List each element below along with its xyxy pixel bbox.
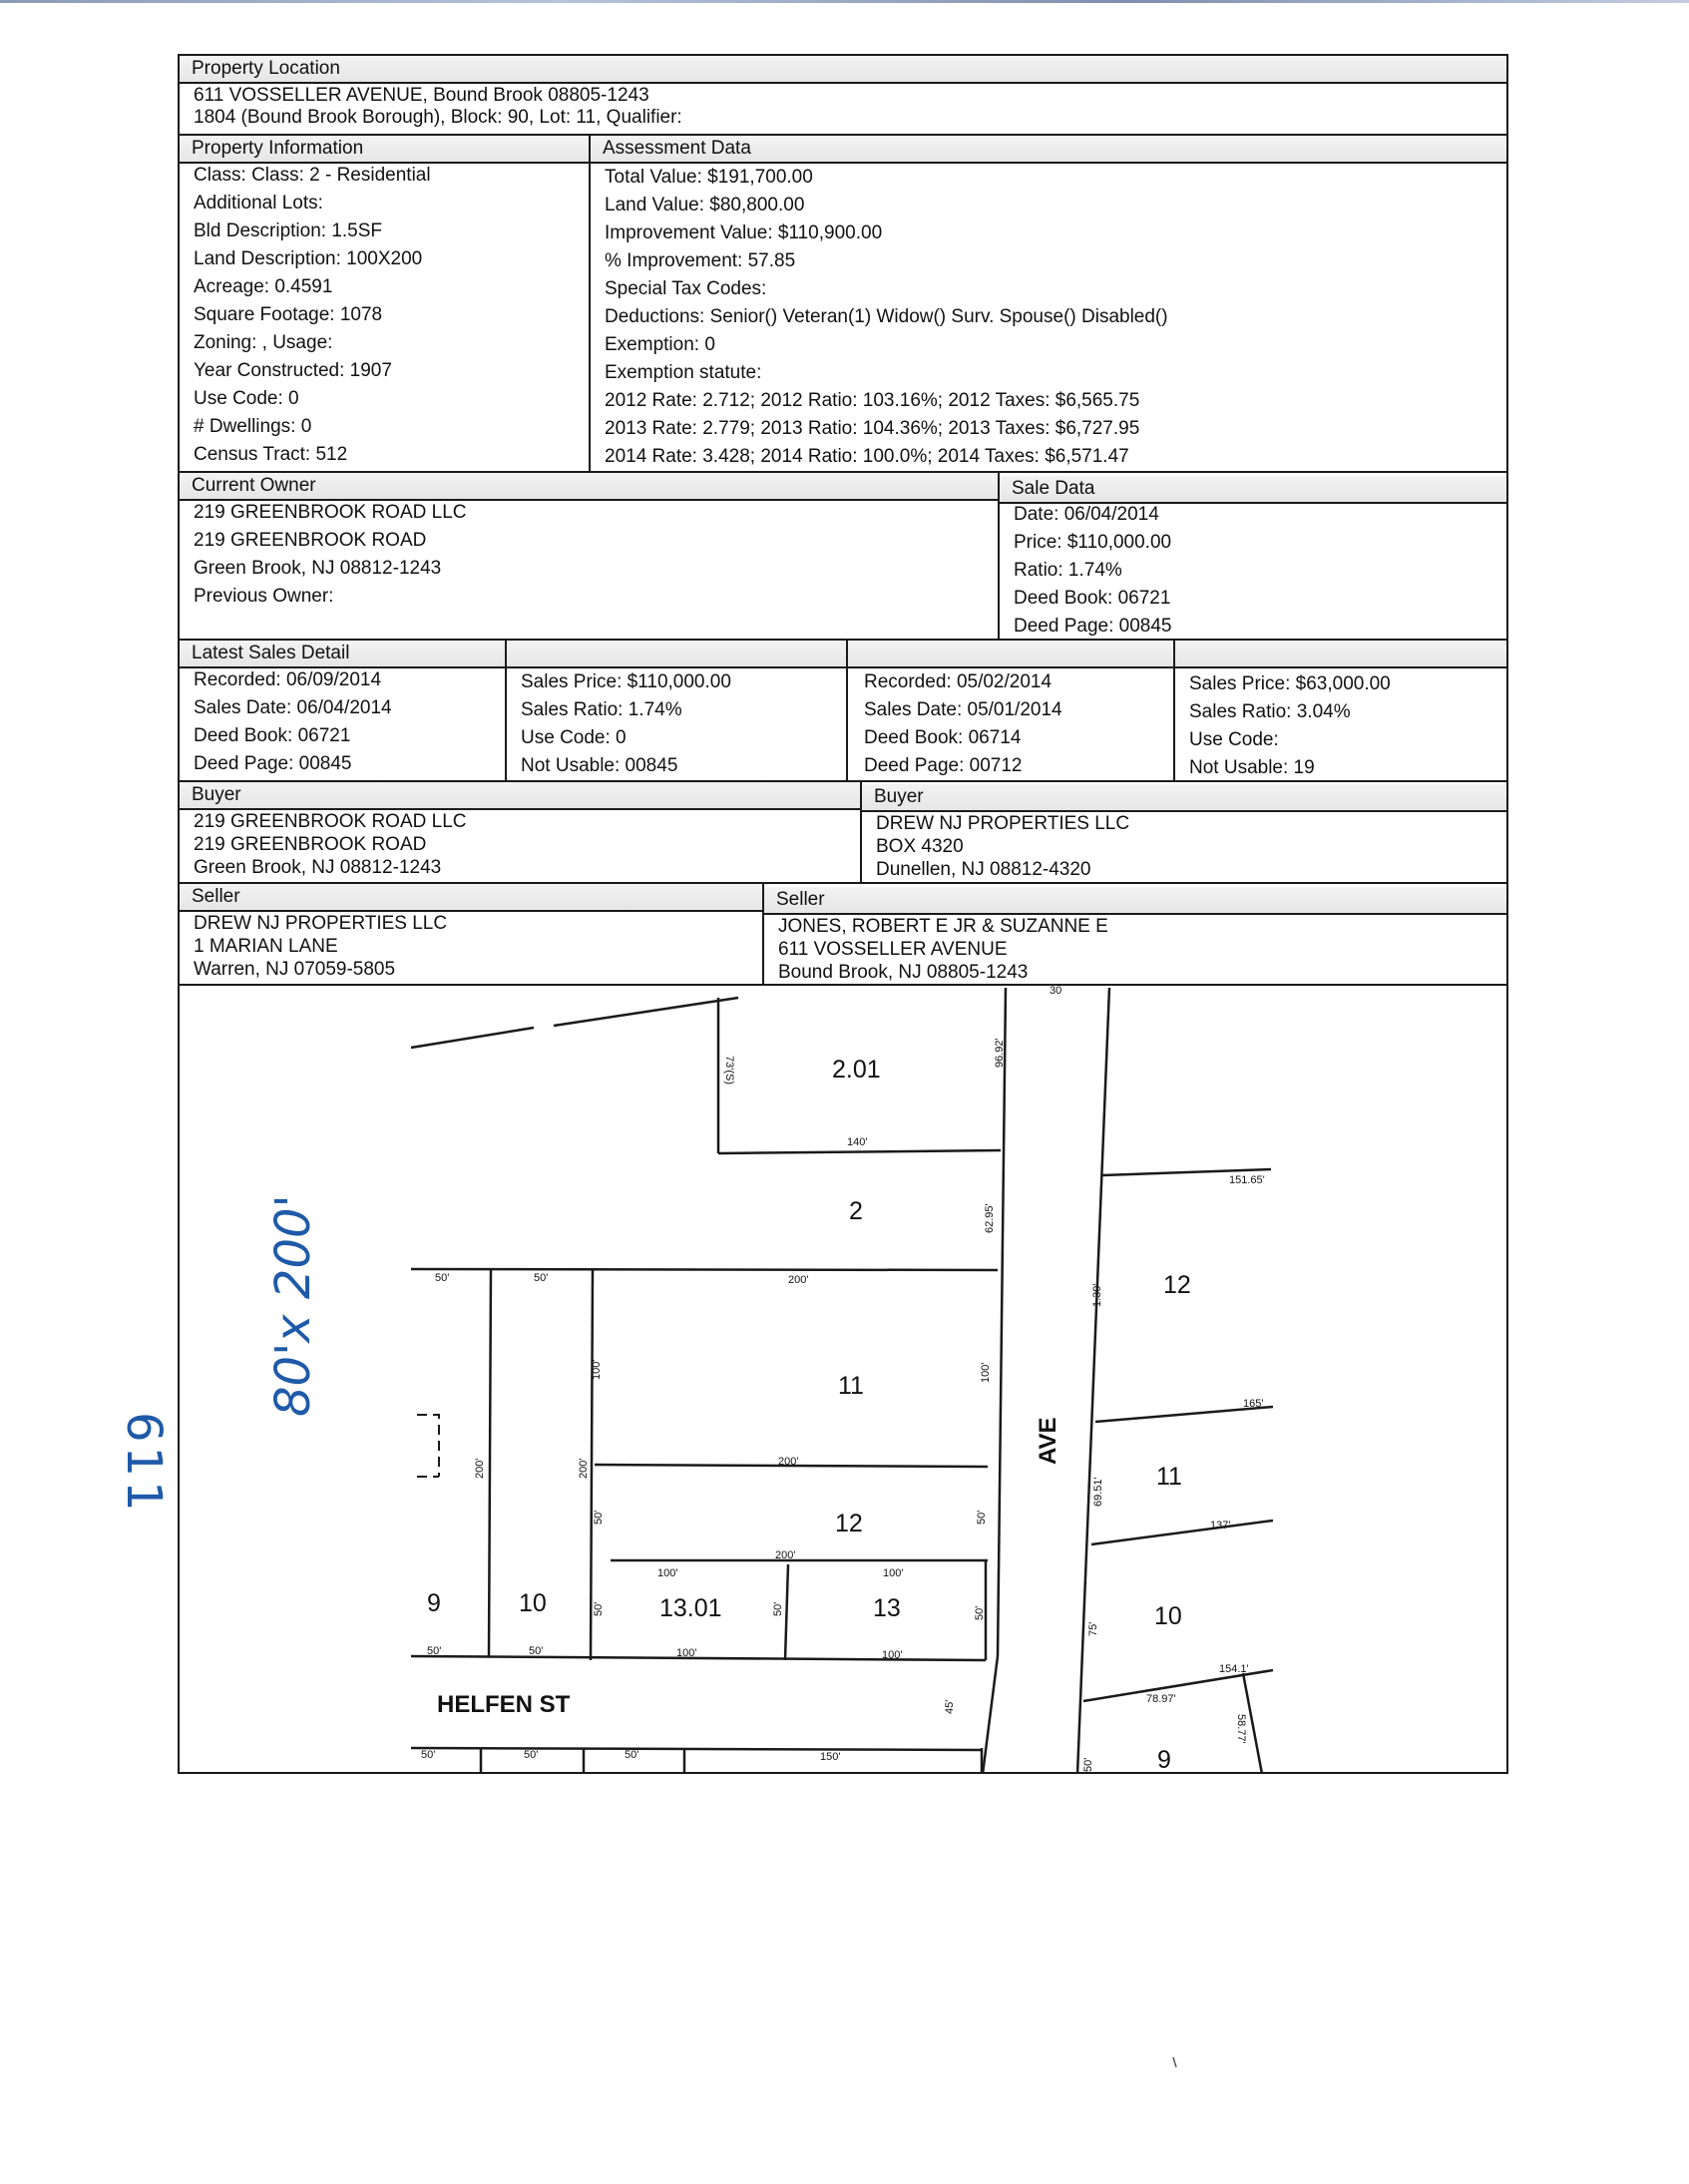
dimension-label: 100' — [591, 1359, 603, 1380]
sale-data-line: Ratio: 1.74% — [1014, 560, 1122, 581]
sale2-price: Sales Price: $63,000.00 — [1189, 673, 1391, 694]
lot-number: 12 — [835, 1510, 863, 1537]
map-line — [554, 998, 738, 1026]
sale-data-line: Date: 06/04/2014 — [1014, 504, 1159, 525]
sale-data-line: Price: $110,000.00 — [1014, 532, 1172, 553]
previous-owner-label: Previous Owner: — [194, 586, 334, 607]
sale2-recorded: Recorded: 05/02/2014 — [864, 671, 1053, 692]
dimension-label: 1.30' — [1091, 1283, 1103, 1307]
assessment-item: Improvement Value: $110,900.00 — [605, 222, 883, 243]
owner-line: 219 GREENBROOK ROAD LLC — [194, 502, 467, 523]
dimension-label: 62.95' — [984, 1203, 996, 1233]
lot-number: 9 — [1157, 1746, 1171, 1774]
dimension-label: 140' — [847, 1136, 868, 1148]
dimension-label: 75' — [1087, 1621, 1099, 1636]
seller-header-left: Seller — [180, 884, 762, 910]
map-line — [983, 1656, 998, 1774]
dimension-label: 200' — [474, 1458, 486, 1479]
dimension-label: 58.77' — [1235, 1714, 1247, 1744]
dimension-label: 50' — [976, 1510, 988, 1525]
assessment-item: % Improvement: 57.85 — [605, 250, 796, 271]
dimension-label: 200' — [775, 1549, 796, 1561]
dimension-label: 200' — [578, 1458, 590, 1479]
lot-number: 9 — [427, 1589, 441, 1617]
dimension-label: 100' — [676, 1647, 697, 1659]
seller1-line: 1 MARIAN LANE — [194, 936, 338, 957]
map-line — [411, 1028, 534, 1048]
sale1-ratio: Sales Ratio: 1.74% — [521, 699, 682, 720]
dimension-label: 100' — [657, 1567, 678, 1579]
dimension-label: 50' — [593, 1510, 605, 1525]
sale1-price: Sales Price: $110,000.00 — [521, 671, 731, 692]
street-helfen: HELFEN ST — [437, 1691, 571, 1718]
info-item: Land Description: 100X200 — [194, 248, 423, 269]
dimension-label: 96.92' — [994, 1038, 1006, 1068]
sale2-deed-book: Deed Book: 06714 — [864, 727, 1022, 748]
dimension-label: 50' — [524, 1749, 539, 1761]
map-line — [1077, 988, 1109, 1774]
info-item: Class: Class: 2 - Residential — [194, 165, 431, 186]
dimension-label: 165' — [1243, 1398, 1264, 1410]
info-item: Bld Description: 1.5SF — [194, 220, 383, 241]
buyer2-line: Dunellen, NJ 08812-4320 — [876, 859, 1091, 880]
street-ave: AVE — [1035, 1417, 1061, 1465]
dimension-label: 45' — [944, 1699, 956, 1714]
lot-number: 13 — [873, 1594, 901, 1622]
sale1-use-code: Use Code: 0 — [521, 727, 627, 748]
dimension-label: 100' — [883, 1567, 904, 1579]
map-line — [489, 1269, 491, 1656]
lot-number: 2 — [849, 1197, 863, 1225]
map-line — [1091, 1521, 1273, 1544]
property-address: 611 VOSSELLER AVENUE, Bound Brook 08805-1243 — [194, 85, 649, 106]
sale2-not-usable: Not Usable: 19 — [1189, 757, 1315, 778]
lot-number: 11 — [838, 1372, 864, 1400]
dashed-structure — [417, 1415, 439, 1477]
dimension-label: 50' — [772, 1601, 784, 1616]
sale1-deed-book: Deed Book: 06721 — [194, 725, 351, 746]
dimension-label: 100' — [882, 1649, 903, 1661]
sale2-date: Sales Date: 05/01/2014 — [864, 699, 1062, 720]
info-item: Census Tract: 512 — [194, 444, 348, 465]
dimension-label: 50' — [534, 1272, 549, 1284]
seller2-line: 611 VOSSELLER AVENUE — [778, 939, 1008, 960]
lot-number: 10 — [519, 1589, 547, 1617]
handwritten-dimension-note: 80'x 200' — [265, 1194, 321, 1417]
handwritten-lot-note: 611 — [116, 1412, 172, 1516]
dimension-label: 69.51' — [1092, 1477, 1104, 1507]
lot-number: 13.01 — [659, 1594, 722, 1622]
lot-number: 12 — [1163, 1271, 1191, 1299]
dimension-label: 50' — [529, 1645, 544, 1657]
lot-number: 11 — [1156, 1463, 1182, 1491]
dimension-label: 100' — [980, 1362, 992, 1383]
dimension-label: 154.1' — [1219, 1663, 1249, 1675]
dimension-label: 50' — [1082, 1757, 1094, 1772]
sale2-ratio: Sales Ratio: 3.04% — [1189, 701, 1351, 722]
sale1-recorded: Recorded: 06/09/2014 — [194, 669, 382, 690]
sale-data-header: Sale Data — [1000, 476, 1506, 502]
seller2-line: JONES, ROBERT E JR & SUZANNE E — [778, 916, 1108, 937]
latest-sales-header: Latest Sales Detail — [180, 641, 505, 666]
info-item: Acreage: 0.4591 — [194, 276, 333, 297]
dimension-label: 200' — [778, 1456, 799, 1468]
info-item: Year Constructed: 1907 — [194, 360, 392, 381]
dimension-label: 200' — [788, 1274, 809, 1286]
dimension-label: 151.65' — [1229, 1174, 1265, 1186]
lot-number: 10 — [1154, 1602, 1182, 1630]
sale2-deed-page: Deed Page: 00712 — [864, 755, 1023, 776]
buyer-header-right: Buyer — [862, 784, 1506, 810]
buyer2-line: BOX 4320 — [876, 836, 964, 857]
info-item: Zoning: , Usage: — [194, 332, 333, 353]
dimension-label: 50' — [593, 1601, 605, 1616]
buyer2-line: DREW NJ PROPERTIES LLC — [876, 813, 1130, 834]
seller-header-right: Seller — [764, 887, 1506, 913]
property-information-header: Property Information — [180, 136, 589, 162]
dimension-label: 73'(S) — [723, 1056, 735, 1085]
dimension-label: 78.97' — [1146, 1693, 1176, 1705]
dimension-label: 137' — [1210, 1520, 1231, 1531]
buyer1-line: 219 GREENBROOK ROAD — [194, 834, 427, 855]
seller1-line: Warren, NJ 07059-5805 — [194, 959, 396, 980]
buyer-header-left: Buyer — [180, 782, 860, 808]
map-line — [718, 1150, 1001, 1153]
map-line — [411, 1269, 998, 1270]
dimension-label: 150' — [820, 1751, 841, 1763]
assessment-item: Exemption statute: — [605, 362, 762, 383]
dimension-label: 50' — [421, 1749, 436, 1761]
dimension-label: 50' — [427, 1645, 442, 1657]
sale-data-line: Deed Page: 00845 — [1014, 616, 1172, 637]
sale1-deed-page: Deed Page: 00845 — [194, 753, 352, 774]
lot-number: 2.01 — [832, 1056, 881, 1084]
assessment-item: Special Tax Codes: — [605, 278, 767, 299]
sale1-date: Sales Date: 06/04/2014 — [194, 697, 392, 718]
map-line — [785, 1564, 788, 1660]
info-item: Use Code: 0 — [194, 388, 299, 409]
buyer1-line: Green Brook, NJ 08812-1243 — [194, 857, 442, 878]
map-line — [591, 1269, 593, 1660]
dimension-label: 30 — [1050, 985, 1062, 997]
assessment-item: 2012 Rate: 2.712; 2012 Ratio: 103.16%; 2012 Taxes: $6,565.75 — [605, 390, 1140, 411]
dimension-label: 50' — [974, 1605, 986, 1620]
assessment-item: 2014 Rate: 3.428; 2014 Ratio: 100.0%; 2014 Taxes: $6,571.47 — [605, 446, 1129, 467]
map-line — [998, 988, 1006, 1656]
owner-line: Green Brook, NJ 08812-1243 — [194, 558, 442, 579]
property-location-header: Property Location — [180, 56, 1506, 82]
current-owner-header: Current Owner — [180, 473, 998, 499]
seller1-line: DREW NJ PROPERTIES LLC — [194, 913, 448, 934]
sale-data-line: Deed Book: 06721 — [1014, 588, 1171, 609]
sale1-not-usable: Not Usable: 00845 — [521, 755, 678, 776]
assessment-item: Total Value: $191,700.00 — [605, 167, 813, 188]
assessment-item: Exemption: 0 — [605, 334, 715, 355]
info-item: # Dwellings: 0 — [194, 416, 312, 437]
assessment-data-header: Assessment Data — [591, 136, 1506, 162]
assessment-item: 2013 Rate: 2.779; 2013 Ratio: 104.36%; 2013 Taxes: $6,727.95 — [605, 418, 1140, 439]
buyer1-line: 219 GREENBROOK ROAD LLC — [194, 811, 467, 832]
property-block-lot: 1804 (Bound Brook Borough), Block: 90, Lot: 11, Qualifier: — [194, 107, 682, 128]
seller2-line: Bound Brook, NJ 08805-1243 — [778, 962, 1029, 983]
sale2-use-code: Use Code: — [1189, 729, 1279, 750]
info-item: Square Footage: 1078 — [194, 304, 383, 325]
assessment-item: Deductions: Senior() Veteran(1) Widow() Surv. Spouse() Disabled() — [605, 306, 1168, 327]
info-item: Additional Lots: — [194, 193, 323, 214]
map-line — [411, 1748, 983, 1750]
owner-line: 219 GREENBROOK ROAD — [194, 530, 427, 551]
assessment-item: Land Value: $80,800.00 — [605, 195, 805, 216]
dimension-label: 50' — [435, 1272, 450, 1284]
dimension-label: 50' — [625, 1749, 639, 1761]
